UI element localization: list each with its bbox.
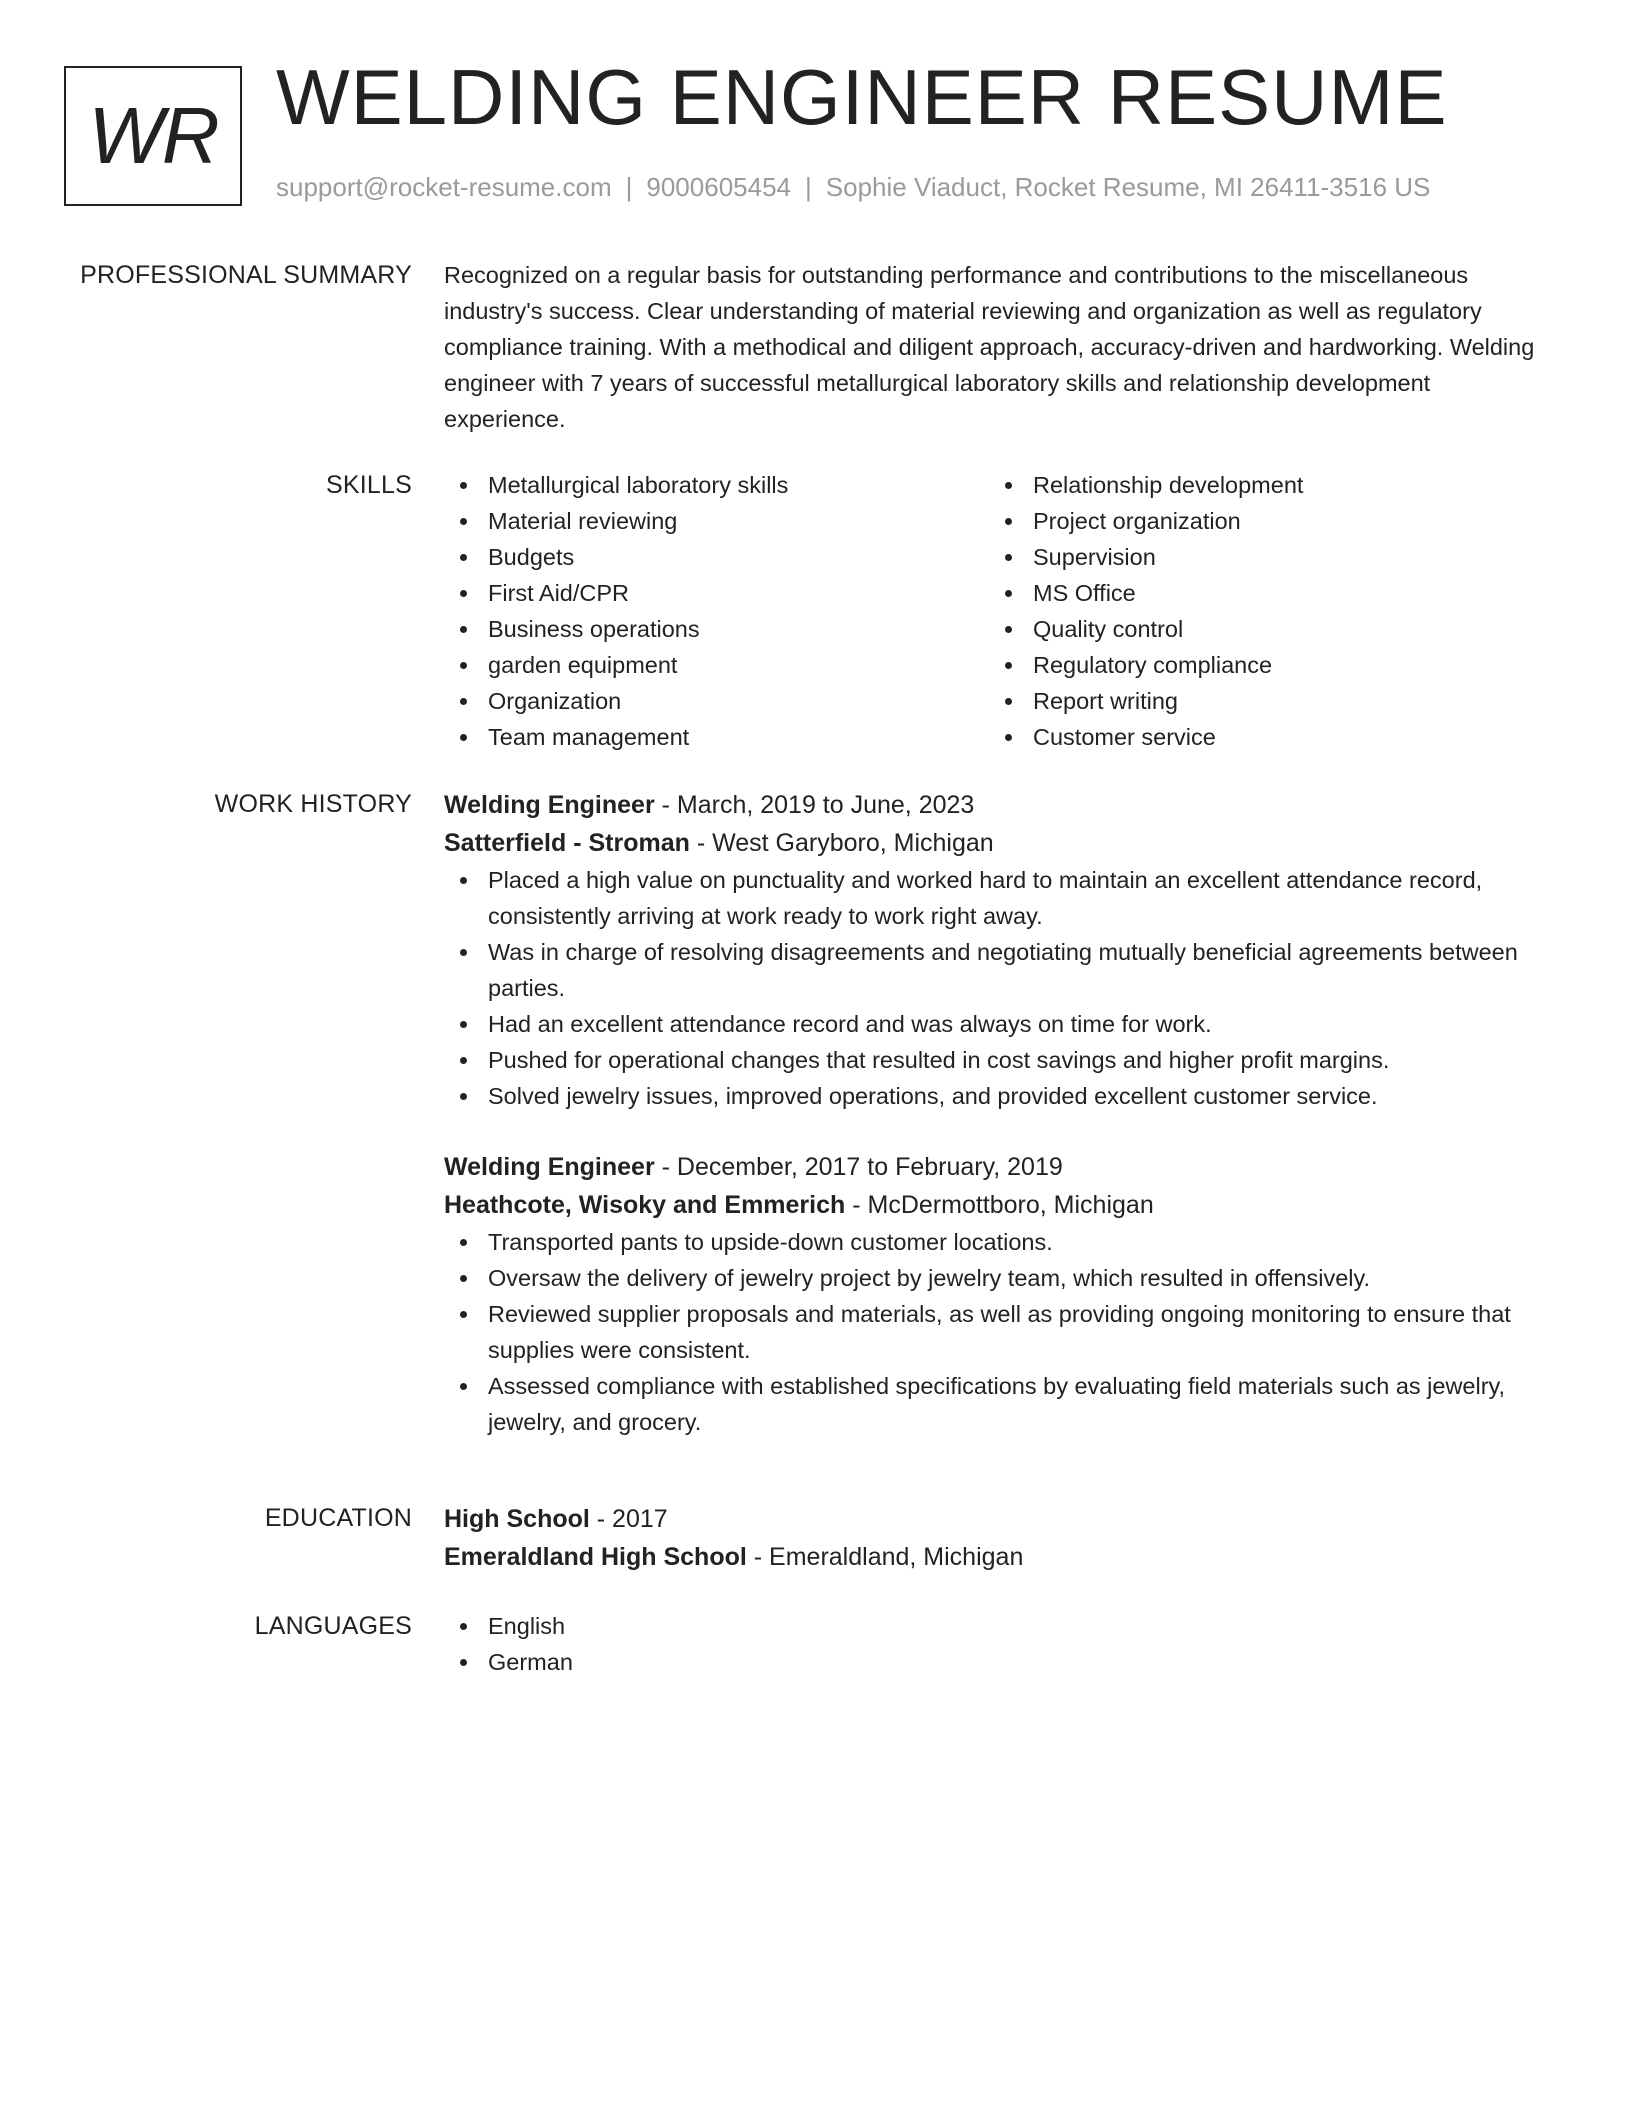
languages-list [444,1608,1544,1680]
job-duties-list [444,862,1544,1114]
job-duties-list [444,1224,1544,1440]
contact-separator: | [805,172,812,202]
skills-body [444,467,1544,755]
skills-list-right [989,467,1534,755]
skill-item: Quality control [989,611,1534,647]
job-entry [444,786,1544,1114]
job-duty: Was in charge of resolving disagreements and negotiating mutually beneficial agreements between parties. [444,934,1544,1006]
job-company: Heathcote, Wisoky and Emmerich [444,1191,846,1219]
contact-separator: | [625,172,633,202]
education-location: - Emeraldland, Michigan [746,1543,1024,1571]
job-location: - West Garyboro, Michigan [689,829,994,857]
language-item: German [444,1644,1544,1680]
skill-item: Project organization [989,503,1534,539]
job-title-line [444,786,1544,824]
skill-item: Supervision [989,539,1534,575]
page-title: WELDING ENGINEER RESUME [276,53,1448,141]
job-duty: Had an excellent attendance record and was always on time for work. [444,1006,1544,1042]
skill-item: MS Office [989,575,1534,611]
job-entry [444,1148,1544,1440]
education-school-line [444,1538,1544,1576]
languages-heading: LANGUAGES [254,1612,412,1640]
skill-item: Material reviewing [444,503,989,539]
job-title: Welding Engineer [444,1153,655,1181]
skills-list-left [444,467,989,755]
education-year: - 2017 [589,1505,668,1533]
monogram-logo: WR [64,66,242,206]
language-item: English [444,1608,1544,1644]
skill-item: Organization [444,683,989,719]
skill-item: Customer service [989,719,1534,755]
work-history-body [444,786,1544,1440]
job-dates: - March, 2019 to June, 2023 [654,791,975,819]
job-dates: - December, 2017 to February, 2019 [654,1153,1063,1181]
job-duty: Pushed for operational changes that resulted in cost savings and higher profit margins. [444,1042,1544,1078]
summary-text: Recognized on a regular basis for outstanding performance and contributions to the miscellaneous industry's success. Clear understanding of material reviewing and organization as well as regulatory compliance training. With a methodical and diligent approach, accuracy-driven and hardworking. Welding engineer with 7 years of successful metallurgical laboratory skills and relationship development experience. [444,262,1535,432]
skill-item: garden equipment [444,647,989,683]
education-heading: EDUCATION [264,1504,412,1532]
contact-line [276,174,1430,200]
contact-phone[interactable]: 9000605454 [646,172,791,202]
job-duty: Transported pants to upside-down customer locations. [444,1224,1544,1260]
job-company-line [444,824,1544,862]
skill-item: Relationship development [989,467,1534,503]
education-degree-line [444,1500,1544,1538]
skill-item: Regulatory compliance [989,647,1534,683]
summary-body [444,257,1544,437]
languages-body [444,1608,1544,1680]
contact-address: Sophie Viaduct, Rocket Resume, MI 26411-3516 US [825,172,1431,202]
skill-item: Team management [444,719,989,755]
job-duty: Assessed compliance with established specifications by evaluating field materials such as jewelry, jewelry, and grocery. [444,1368,1544,1440]
job-duty: Reviewed supplier proposals and materials, as well as providing ongoing monitoring to ensure that supplies were consistent. [444,1296,1544,1368]
job-title: Welding Engineer [444,791,655,819]
job-company-line [444,1186,1544,1224]
education-school: Emeraldland High School [444,1543,747,1571]
job-location: - McDermottboro, Michigan [845,1191,1154,1219]
skill-item: Business operations [444,611,989,647]
education-degree: High School [444,1505,590,1533]
skills-heading: SKILLS [326,471,412,499]
skill-item: Budgets [444,539,989,575]
job-duty: Solved jewelry issues, improved operations, and provided excellent customer service. [444,1078,1544,1114]
skills-grid [444,467,1544,755]
education-body [444,1500,1544,1576]
skill-item: Metallurgical laboratory skills [444,467,989,503]
job-title-line [444,1148,1544,1186]
job-duty: Placed a high value on punctuality and worked hard to maintain an excellent attendance record, consistently arriving at work ready to work right away. [444,862,1544,934]
skill-item: First Aid/CPR [444,575,989,611]
skill-item: Report writing [989,683,1534,719]
job-company: Satterfield - Stroman [444,829,690,857]
summary-heading: PROFESSIONAL SUMMARY [80,261,412,289]
job-duty: Oversaw the delivery of jewelry project by jewelry team, which resulted in offensively. [444,1260,1544,1296]
contact-email[interactable]: support@rocket-resume.com [276,172,612,202]
work-history-heading: WORK HISTORY [214,790,412,818]
